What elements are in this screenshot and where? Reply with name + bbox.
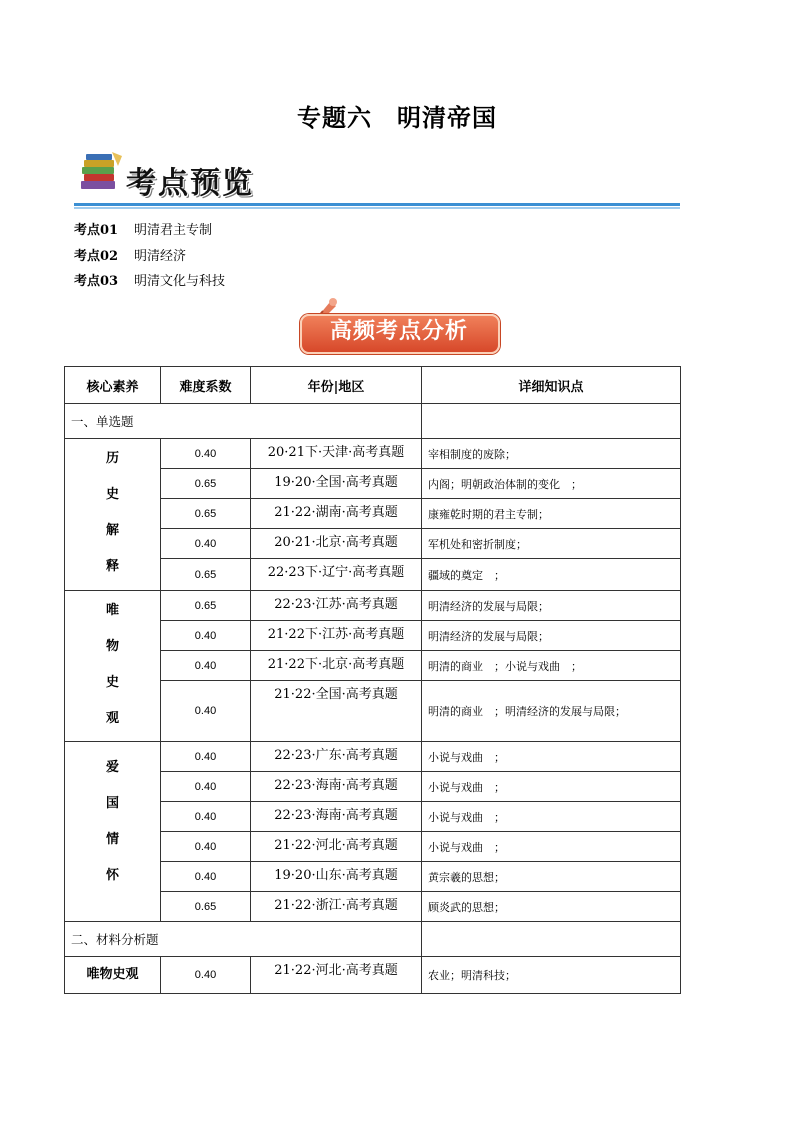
section-row: 二、材料分析题 bbox=[65, 922, 681, 957]
header-year: 年份|地区 bbox=[251, 367, 422, 404]
core-cell: 爱 国 情 怀 bbox=[65, 742, 161, 922]
table-row: 历 史 解 释 0.40 20·21下·天津·高考真题 宰相制度的废除； bbox=[65, 439, 681, 469]
table-row: 0.40 21·22下·北京·高考真题 明清的商业 ；小说与戏曲 ； bbox=[65, 651, 681, 681]
core-cell: 历 史 解 释 bbox=[65, 439, 161, 591]
table-row: 0.65 21·22·湖南·高考真题 康雍乾时期的君主专制； bbox=[65, 499, 681, 529]
table-row: 0.40 19·20·山东·高考真题 黄宗羲的思想； bbox=[65, 862, 681, 892]
table-row: 0.65 19·20·全国·高考真题 内阁；明朝政治体制的变化 ； bbox=[65, 469, 681, 499]
table-header bbox=[65, 367, 681, 404]
analysis-badge bbox=[300, 296, 498, 356]
divider bbox=[74, 203, 680, 206]
page-title: 专题六 明清帝国 bbox=[297, 103, 497, 132]
table-row: 爱 国 情 怀 0.40 22·23·广东·高考真题 小说与戏曲 ； bbox=[65, 742, 681, 772]
header-difficulty: 难度系数 bbox=[161, 367, 251, 404]
table-row: 0.40 21·22下·江苏·高考真题 明清经济的发展与局限； bbox=[65, 621, 681, 651]
preview-item: 考点01 明清君主专制 bbox=[74, 223, 213, 238]
preview-heading: 考点预览 bbox=[126, 166, 254, 201]
preview-item: 考点03 明清文化与科技 bbox=[74, 274, 226, 289]
table-row: 0.40 20·21·北京·高考真题 军机处和密折制度； bbox=[65, 529, 681, 559]
divider-light bbox=[74, 207, 680, 209]
books-icon bbox=[78, 150, 124, 194]
section-row: 一、单选题 bbox=[65, 404, 681, 439]
table-row: 0.65 22·23下·辽宁·高考真题 疆域的奠定 ； bbox=[65, 559, 681, 591]
preview-item: 考点02 明清经济 bbox=[74, 248, 187, 264]
table-row: 唯 物 史 观 0.65 22·23·江苏·高考真题 明清经济的发展与局限； bbox=[65, 591, 681, 621]
table-row: 0.40 22·23·海南·高考真题 小说与戏曲 ； bbox=[65, 802, 681, 832]
table-row: 唯物史观 0.40 21·22·河北·高考真题 农业；明清科技； bbox=[65, 957, 681, 994]
analysis-heading: 高频考点分析 bbox=[329, 319, 468, 344]
header-knowledge: 详细知识点 bbox=[422, 367, 681, 404]
table-row: 0.65 21·22·浙江·高考真题 顾炎武的思想； bbox=[65, 892, 681, 922]
header-core: 核心素养 bbox=[65, 367, 161, 404]
table-row: 0.40 21·22·全国·高考真题 明清的商业 ；明清经济的发展与局限； bbox=[65, 681, 681, 742]
table-row: 0.40 22·23·海南·高考真题 小说与戏曲 ； bbox=[65, 772, 681, 802]
analysis-table bbox=[64, 366, 681, 994]
core-cell: 唯 物 史 观 bbox=[65, 591, 161, 742]
preview-banner bbox=[72, 148, 682, 210]
table-row: 0.40 21·22·河北·高考真题 小说与戏曲 ； bbox=[65, 832, 681, 862]
preview-list bbox=[74, 218, 225, 295]
